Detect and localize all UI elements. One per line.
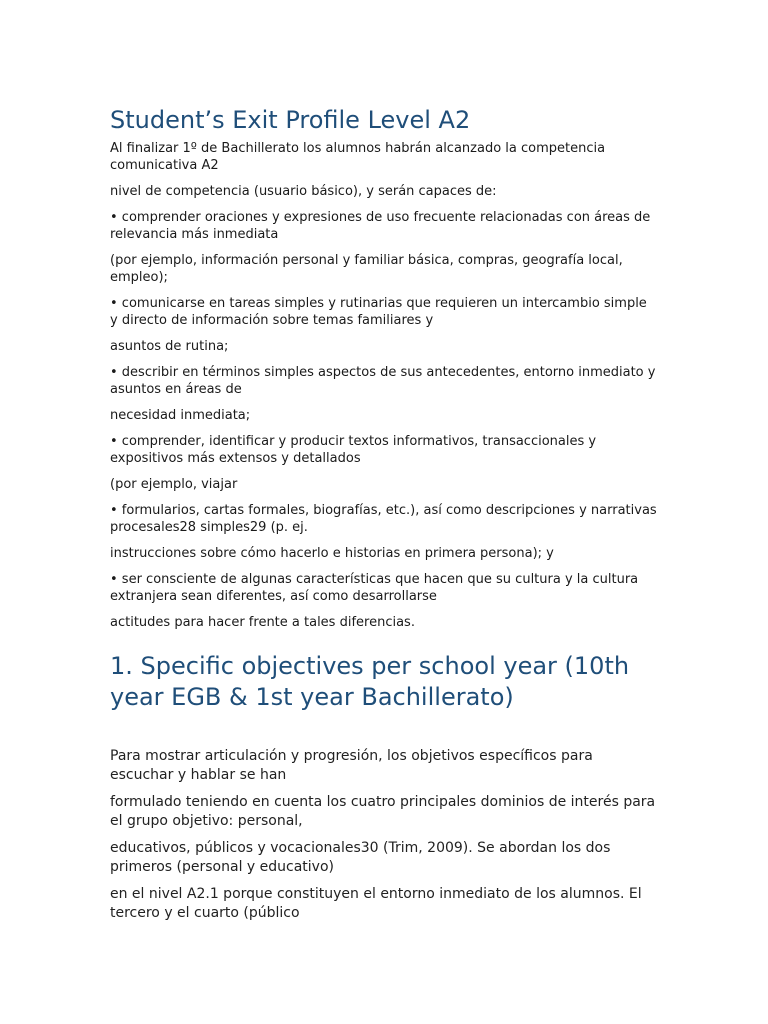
paragraph: (por ejemplo, información personal y familiar básica, compras, geografía local, empleo); xyxy=(110,253,623,285)
bullet-paragraph: • ser consciente de algunas características que hacen que su cultura y la cultura extranjera sean diferentes, así como desarrollarse xyxy=(110,572,639,604)
paragraph: asuntos de rutina; xyxy=(110,339,229,354)
bullet-paragraph: • comunicarse en tareas simples y rutinarias que requieren un intercambio simple y directo de información sobre temas familiares y xyxy=(110,296,647,328)
paragraph: instrucciones sobre cómo hacerlo e historias en primera persona); y xyxy=(110,546,554,561)
bullet-paragraph: • formularios, cartas formales, biografías, etc.), así como descripciones y narrativas procesales28 simples29 (p. ej. xyxy=(110,503,657,535)
document-title: Student’s Exit Profile Level A2 xyxy=(110,106,471,134)
paragraph: nivel de competencia (usuario básico), y serán capaces de: xyxy=(110,184,497,199)
paragraph: actitudes para hacer frente a tales diferencias. xyxy=(110,615,415,630)
bullet-paragraph: • describir en términos simples aspectos de sus antecedentes, entorno inmediato y asuntos en áreas de xyxy=(110,365,656,397)
paragraph: Para mostrar articulación y progresión, los objetivos específicos para escuchar y hablar se han xyxy=(110,748,593,783)
bullet-paragraph: • comprender oraciones y expresiones de uso frecuente relacionadas con áreas de relevancia más inmediata xyxy=(110,210,651,242)
objectives-section xyxy=(110,747,658,922)
paragraph: educativos, públicos y vocacionales30 (Trim, 2009). Se abordan los dos primeros (personal y educativo) xyxy=(110,840,611,875)
section-heading: 1. Specific objectives per school year (10th year EGB & 1st year Bachillerato) xyxy=(110,652,630,711)
paragraph: Al finalizar 1º de Bachillerato los alumnos habrán alcanzado la competencia comunicativa A2 xyxy=(110,141,606,173)
paragraph: (por ejemplo, viajar xyxy=(110,477,238,492)
paragraph: en el nivel A2.1 porque constituyen el entorno inmediato de los alumnos. El tercero y el cuarto (público xyxy=(110,886,642,921)
document-page xyxy=(110,104,658,931)
paragraph: necesidad inmediata; xyxy=(110,408,251,423)
intro-section xyxy=(110,140,658,631)
bullet-paragraph: • comprender, identificar y producir textos informativos, transaccionales y expositivos más extensos y detallados xyxy=(110,434,597,466)
paragraph: formulado teniendo en cuenta los cuatro principales dominios de interés para el grupo objetivo: personal, xyxy=(110,794,656,829)
